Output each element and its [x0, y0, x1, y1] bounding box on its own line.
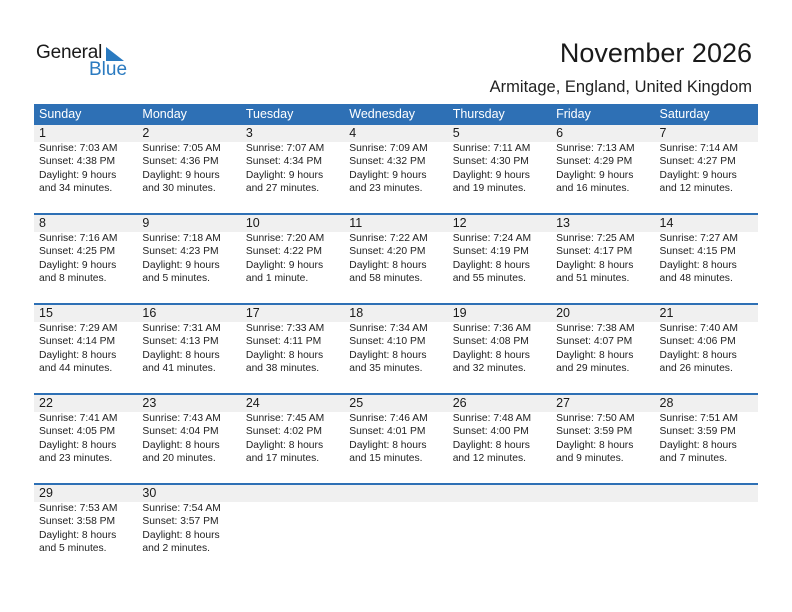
day-daylight1: Daylight: 8 hours — [349, 349, 427, 361]
day-daylight1: Daylight: 9 hours — [142, 259, 220, 271]
day-daylight2: and 17 minutes. — [245, 453, 320, 465]
day-daylight1: Daylight: 9 hours — [452, 169, 530, 181]
day-number — [344, 485, 447, 502]
weekday-friday: Friday — [556, 107, 591, 121]
day-sunrise — [246, 502, 344, 515]
day-number-band — [34, 125, 758, 142]
weekday-thursday: Thursday — [452, 107, 505, 121]
day-sunset — [349, 515, 447, 528]
day-daylight2: and 41 minutes. — [142, 363, 216, 375]
day-sunset: Sunset: 4:00 PM — [452, 426, 529, 438]
day-daylight2: and 29 minutes. — [556, 363, 630, 375]
day-cell — [551, 232, 654, 286]
day-daylight2: and 19 minutes. — [452, 183, 526, 195]
day-daylight1 — [660, 529, 758, 542]
day-number: 13 — [556, 216, 571, 230]
day-sunrise: Sunrise: 7:40 AM — [659, 323, 738, 334]
day-cell — [551, 412, 654, 466]
day-daylight2: and 23 minutes. — [39, 453, 113, 465]
day-number-band — [34, 305, 758, 322]
day-daylight1: Daylight: 9 hours — [39, 169, 117, 181]
day-sunset: Sunset: 4:02 PM — [245, 426, 322, 438]
day-daylight2: and 55 minutes. — [452, 273, 526, 285]
day-sunrise: Sunrise: 7:33 AM — [245, 323, 325, 334]
day-daylight2: and 8 minutes. — [39, 273, 107, 285]
day-cell — [655, 142, 758, 196]
day-sunrise: Sunrise: 7:03 AM — [39, 143, 118, 154]
day-sunset: Sunset: 4:36 PM — [142, 156, 219, 168]
day-number: 20 — [556, 306, 571, 320]
day-cell — [137, 322, 240, 376]
day-sunset: Sunset: 4:27 PM — [659, 156, 736, 168]
day-daylight1 — [556, 529, 654, 542]
week-row — [34, 213, 758, 303]
day-number: 19 — [452, 306, 467, 320]
day-number — [241, 485, 344, 502]
weekday-wednesday: Wednesday — [349, 107, 416, 121]
page-title: November 2026 — [559, 38, 752, 68]
day-sunrise: Sunrise: 7:27 AM — [659, 233, 738, 244]
day-daylight1: Daylight: 8 hours — [556, 439, 634, 451]
day-daylight2: and 9 minutes. — [556, 453, 624, 465]
day-daylight1: Daylight: 9 hours — [245, 259, 324, 271]
day-cell — [137, 502, 240, 556]
day-daylight2: and 58 minutes. — [349, 273, 423, 285]
day-cell — [448, 412, 551, 466]
day-number: 15 — [39, 306, 53, 320]
day-number: 7 — [659, 126, 667, 140]
day-sunset: Sunset: 4:05 PM — [39, 426, 116, 438]
day-daylight1: Daylight: 8 hours — [142, 439, 220, 451]
day-sunset: Sunset: 3:57 PM — [142, 516, 219, 528]
day-daylight2: and 2 minutes. — [142, 543, 210, 555]
day-number-band — [34, 485, 758, 502]
location-subtitle: Armitage, England, United Kingdom — [489, 78, 752, 96]
day-number: 6 — [556, 126, 564, 140]
day-number: 21 — [659, 306, 674, 320]
day-daylight1: Daylight: 8 hours — [659, 439, 737, 451]
day-sunset: Sunset: 4:13 PM — [142, 336, 219, 348]
week-row — [34, 125, 758, 213]
day-sunrise — [660, 502, 758, 515]
day-cell — [448, 322, 551, 376]
day-sunset: Sunset: 4:11 PM — [245, 336, 322, 348]
day-sunrise: Sunrise: 7:09 AM — [349, 143, 428, 154]
day-number-band — [34, 395, 758, 412]
day-daylight1: Daylight: 8 hours — [245, 439, 324, 451]
day-info-row — [34, 322, 758, 376]
day-sunrise: Sunrise: 7:51 AM — [659, 413, 738, 424]
day-daylight2: and 38 minutes. — [245, 363, 320, 375]
day-sunrise: Sunrise: 7:45 AM — [245, 413, 325, 424]
day-sunrise: Sunrise: 7:25 AM — [556, 233, 635, 244]
day-daylight1: Daylight: 8 hours — [659, 259, 737, 271]
day-cell — [34, 232, 137, 286]
day-sunset: Sunset: 4:34 PM — [245, 156, 322, 168]
day-sunrise: Sunrise: 7:16 AM — [39, 233, 118, 244]
day-daylight2: and 26 minutes. — [659, 363, 733, 375]
day-cell — [448, 232, 551, 286]
day-daylight1: Daylight: 9 hours — [556, 169, 634, 181]
week-row — [34, 483, 758, 573]
day-cell — [34, 502, 137, 556]
day-daylight1 — [349, 529, 447, 542]
day-number: 17 — [245, 306, 260, 320]
day-daylight2: and 5 minutes. — [39, 543, 107, 555]
day-number: 12 — [452, 216, 467, 230]
day-sunset — [660, 515, 758, 528]
day-daylight2: and 23 minutes. — [349, 183, 423, 195]
day-daylight1 — [453, 529, 551, 542]
day-cell — [241, 232, 344, 286]
week-row — [34, 393, 758, 483]
day-sunrise: Sunrise: 7:29 AM — [39, 323, 118, 334]
day-number: 24 — [245, 396, 260, 410]
day-daylight2 — [349, 542, 447, 555]
day-daylight2: and 1 minute. — [245, 273, 309, 285]
day-cell — [241, 142, 344, 196]
day-daylight2: and 15 minutes. — [349, 453, 423, 465]
day-daylight2: and 12 minutes. — [659, 183, 733, 195]
day-sunset: Sunset: 4:04 PM — [142, 426, 219, 438]
day-cell — [655, 322, 758, 376]
day-daylight2: and 32 minutes. — [452, 363, 526, 375]
day-sunrise: Sunrise: 7:43 AM — [142, 413, 221, 424]
weekday-sunday: Sunday — [39, 107, 82, 121]
day-sunrise: Sunrise: 7:20 AM — [245, 233, 325, 244]
day-sunset: Sunset: 4:22 PM — [245, 246, 322, 258]
day-daylight2 — [453, 542, 551, 555]
day-daylight1: Daylight: 8 hours — [39, 349, 117, 361]
day-sunset: Sunset: 4:38 PM — [39, 156, 116, 168]
weekday-header-row — [34, 104, 758, 125]
day-sunset: Sunset: 4:14 PM — [39, 336, 116, 348]
day-daylight1: Daylight: 8 hours — [142, 349, 220, 361]
day-sunrise — [453, 502, 551, 515]
day-number — [655, 485, 758, 502]
day-number: 16 — [142, 306, 157, 320]
day-sunrise: Sunrise: 7:11 AM — [452, 143, 531, 154]
day-sunset: Sunset: 4:19 PM — [452, 246, 529, 258]
day-sunrise — [349, 502, 447, 515]
day-sunset — [246, 515, 344, 528]
day-cell — [448, 502, 551, 556]
day-number-band — [34, 215, 758, 232]
day-number: 3 — [245, 126, 253, 140]
day-info-row — [34, 142, 758, 196]
weeks-container — [34, 125, 758, 573]
day-sunrise: Sunrise: 7:50 AM — [556, 413, 635, 424]
day-daylight1: Daylight: 8 hours — [349, 439, 427, 451]
day-sunrise: Sunrise: 7:14 AM — [659, 143, 738, 154]
day-sunset: Sunset: 3:59 PM — [659, 426, 736, 438]
day-cell — [344, 142, 447, 196]
day-number: 8 — [39, 216, 46, 230]
day-info-row — [34, 412, 758, 466]
day-cell — [551, 322, 654, 376]
day-daylight1: Daylight: 8 hours — [659, 349, 737, 361]
day-number: 18 — [349, 306, 364, 320]
day-number: 26 — [452, 396, 467, 410]
day-sunrise: Sunrise: 7:05 AM — [142, 143, 221, 154]
day-sunrise: Sunrise: 7:31 AM — [142, 323, 221, 334]
day-sunrise: Sunrise: 7:48 AM — [452, 413, 532, 424]
day-daylight1: Daylight: 8 hours — [452, 349, 530, 361]
day-cell — [137, 232, 240, 286]
weekday-tuesday: Tuesday — [245, 107, 294, 121]
day-daylight1: Daylight: 9 hours — [349, 169, 427, 181]
day-daylight2 — [660, 542, 758, 555]
day-number: 9 — [142, 216, 150, 230]
day-daylight1 — [246, 529, 344, 542]
day-number: 5 — [452, 126, 460, 140]
day-sunset: Sunset: 4:10 PM — [349, 336, 426, 348]
day-sunrise: Sunrise: 7:53 AM — [39, 503, 118, 514]
day-number: 14 — [659, 216, 674, 230]
day-daylight2: and 35 minutes. — [349, 363, 423, 375]
day-sunset: Sunset: 4:08 PM — [452, 336, 529, 348]
day-sunrise: Sunrise: 7:18 AM — [142, 233, 221, 244]
day-daylight1: Daylight: 9 hours — [39, 259, 117, 271]
day-number — [448, 485, 551, 502]
day-daylight1: Daylight: 8 hours — [39, 439, 117, 451]
calendar-grid — [34, 104, 758, 573]
day-number: 27 — [556, 396, 571, 410]
day-number — [551, 485, 654, 502]
day-sunrise: Sunrise: 7:22 AM — [349, 233, 428, 244]
day-number: 28 — [659, 396, 674, 410]
day-daylight2 — [556, 542, 654, 555]
day-sunset: Sunset: 4:30 PM — [452, 156, 529, 168]
day-sunset: Sunset: 4:15 PM — [659, 246, 736, 258]
day-sunset: Sunset: 4:25 PM — [39, 246, 116, 258]
day-number: 30 — [142, 486, 157, 500]
day-sunrise: Sunrise: 7:41 AM — [39, 413, 118, 424]
day-cell — [655, 412, 758, 466]
day-number: 2 — [142, 126, 150, 140]
day-cell — [344, 412, 447, 466]
day-daylight1: Daylight: 8 hours — [452, 259, 530, 271]
day-daylight1: Daylight: 8 hours — [39, 529, 117, 541]
day-number: 23 — [142, 396, 157, 410]
day-sunrise: Sunrise: 7:24 AM — [452, 233, 532, 244]
day-cell — [34, 322, 137, 376]
day-sunset: Sunset: 4:01 PM — [349, 426, 426, 438]
day-daylight1: Daylight: 8 hours — [556, 259, 634, 271]
day-daylight1: Daylight: 8 hours — [245, 349, 324, 361]
day-cell — [241, 502, 344, 556]
day-sunset — [453, 515, 551, 528]
day-daylight1: Daylight: 8 hours — [142, 529, 220, 541]
day-number: 29 — [39, 486, 53, 500]
day-sunset: Sunset: 3:59 PM — [556, 426, 633, 438]
day-daylight2: and 48 minutes. — [659, 273, 733, 285]
day-daylight2: and 27 minutes. — [245, 183, 320, 195]
weekday-monday: Monday — [142, 107, 187, 121]
day-cell — [137, 412, 240, 466]
day-info-row — [34, 232, 758, 286]
day-number: 4 — [349, 126, 357, 140]
day-number: 25 — [349, 396, 364, 410]
day-number: 22 — [39, 396, 53, 410]
day-sunrise — [556, 502, 654, 515]
day-daylight1: Daylight: 9 hours — [659, 169, 737, 181]
day-sunset: Sunset: 4:20 PM — [349, 246, 426, 258]
day-daylight2: and 12 minutes. — [452, 453, 526, 465]
day-sunset: Sunset: 4:29 PM — [556, 156, 633, 168]
day-daylight2: and 34 minutes. — [39, 183, 113, 195]
day-daylight1: Daylight: 9 hours — [245, 169, 324, 181]
logo-text-general: General — [36, 42, 103, 63]
day-sunrise: Sunrise: 7:46 AM — [349, 413, 428, 424]
day-daylight2: and 20 minutes. — [142, 453, 216, 465]
day-sunset: Sunset: 4:06 PM — [659, 336, 736, 348]
day-sunset: Sunset: 4:23 PM — [142, 246, 219, 258]
day-daylight1: Daylight: 9 hours — [142, 169, 220, 181]
day-number: 1 — [39, 126, 46, 140]
day-daylight2 — [246, 542, 344, 555]
day-number: 11 — [349, 216, 363, 230]
day-cell — [344, 322, 447, 376]
day-cell — [137, 142, 240, 196]
day-daylight1: Daylight: 8 hours — [556, 349, 634, 361]
day-sunset — [556, 515, 654, 528]
logo-text-blue: Blue — [89, 59, 128, 80]
generalblue-logo — [36, 42, 136, 82]
day-sunrise: Sunrise: 7:38 AM — [556, 323, 635, 334]
day-daylight2: and 44 minutes. — [39, 363, 113, 375]
day-sunrise: Sunrise: 7:36 AM — [452, 323, 532, 334]
day-daylight1: Daylight: 8 hours — [452, 439, 530, 451]
day-cell — [448, 142, 551, 196]
day-cell — [551, 142, 654, 196]
day-sunrise: Sunrise: 7:07 AM — [245, 143, 325, 154]
day-daylight2: and 16 minutes. — [556, 183, 630, 195]
day-daylight2: and 5 minutes. — [142, 273, 210, 285]
day-sunrise: Sunrise: 7:34 AM — [349, 323, 428, 334]
day-cell — [344, 502, 447, 556]
day-cell — [551, 502, 654, 556]
day-cell — [241, 412, 344, 466]
weekday-saturday: Saturday — [659, 107, 710, 121]
day-sunrise: Sunrise: 7:13 AM — [556, 143, 635, 154]
week-row — [34, 303, 758, 393]
day-daylight2: and 7 minutes. — [659, 453, 728, 465]
day-sunset: Sunset: 4:32 PM — [349, 156, 426, 168]
day-sunset: Sunset: 4:07 PM — [556, 336, 633, 348]
day-info-row — [34, 502, 758, 556]
day-number: 10 — [245, 216, 260, 230]
day-daylight2: and 30 minutes. — [142, 183, 216, 195]
day-cell — [34, 412, 137, 466]
day-cell — [344, 232, 447, 286]
day-cell — [655, 232, 758, 286]
day-cell — [241, 322, 344, 376]
day-daylight1: Daylight: 8 hours — [349, 259, 427, 271]
day-cell — [655, 502, 758, 556]
day-daylight2: and 51 minutes. — [556, 273, 630, 285]
day-sunset: Sunset: 3:58 PM — [39, 516, 116, 528]
day-cell — [34, 142, 137, 196]
day-sunrise: Sunrise: 7:54 AM — [142, 503, 221, 514]
day-sunset: Sunset: 4:17 PM — [556, 246, 633, 258]
